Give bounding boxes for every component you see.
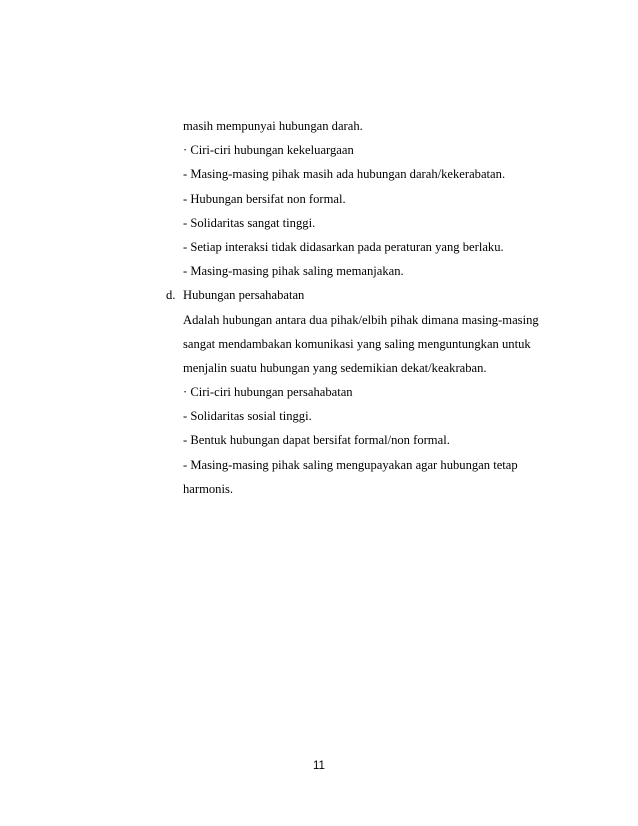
section-d-marker: d. [166, 288, 176, 303]
list-item: - Solidaritas sangat tinggi. [183, 215, 316, 230]
section-d-heading-line [0, 285, 638, 309]
text-line: masih mempunyai hubungan darah. [183, 119, 363, 133]
list-item: - Setiap interaksi tidak didasarkan pada peraturan yang berlaku. [183, 239, 504, 254]
list-item-continuation: harmonis. [183, 481, 234, 496]
list-item: - Masing-masing pihak saling mengupayakan agar hubungan tetap [183, 457, 518, 472]
list-item: - Masing-masing pihak masih ada hubungan darah/kekerabatan. [183, 167, 506, 182]
paragraph-line: menjalin suatu hubungan yang sedemikian dekat/keakraban. [183, 360, 487, 375]
section-d-heading: Hubungan persahabatan [183, 288, 305, 303]
list-item: - Solidaritas sosial tinggi. [183, 409, 312, 424]
paragraph-line: Adalah hubungan antara dua pihak/elbih pihak dimana masing-masing [183, 312, 539, 327]
list-item: - Bentuk hubungan dapat bersifat formal/non formal. [183, 433, 450, 448]
list-heading-persahabatan: · Ciri-ciri hubungan persahabatan [183, 385, 353, 400]
page-number: 11 [313, 760, 325, 772]
list-item: - Masing-masing pihak saling memanjakan. [183, 264, 404, 279]
list-item: - Hubungan bersifat non formal. [183, 191, 346, 206]
paragraph-line: sangat mendambakan komunikasi yang saling menguntungkan untuk [183, 336, 531, 351]
list-heading-kekeluargaan: · Ciri-ciri hubungan kekeluargaan [183, 143, 354, 158]
page-content [0, 116, 638, 503]
